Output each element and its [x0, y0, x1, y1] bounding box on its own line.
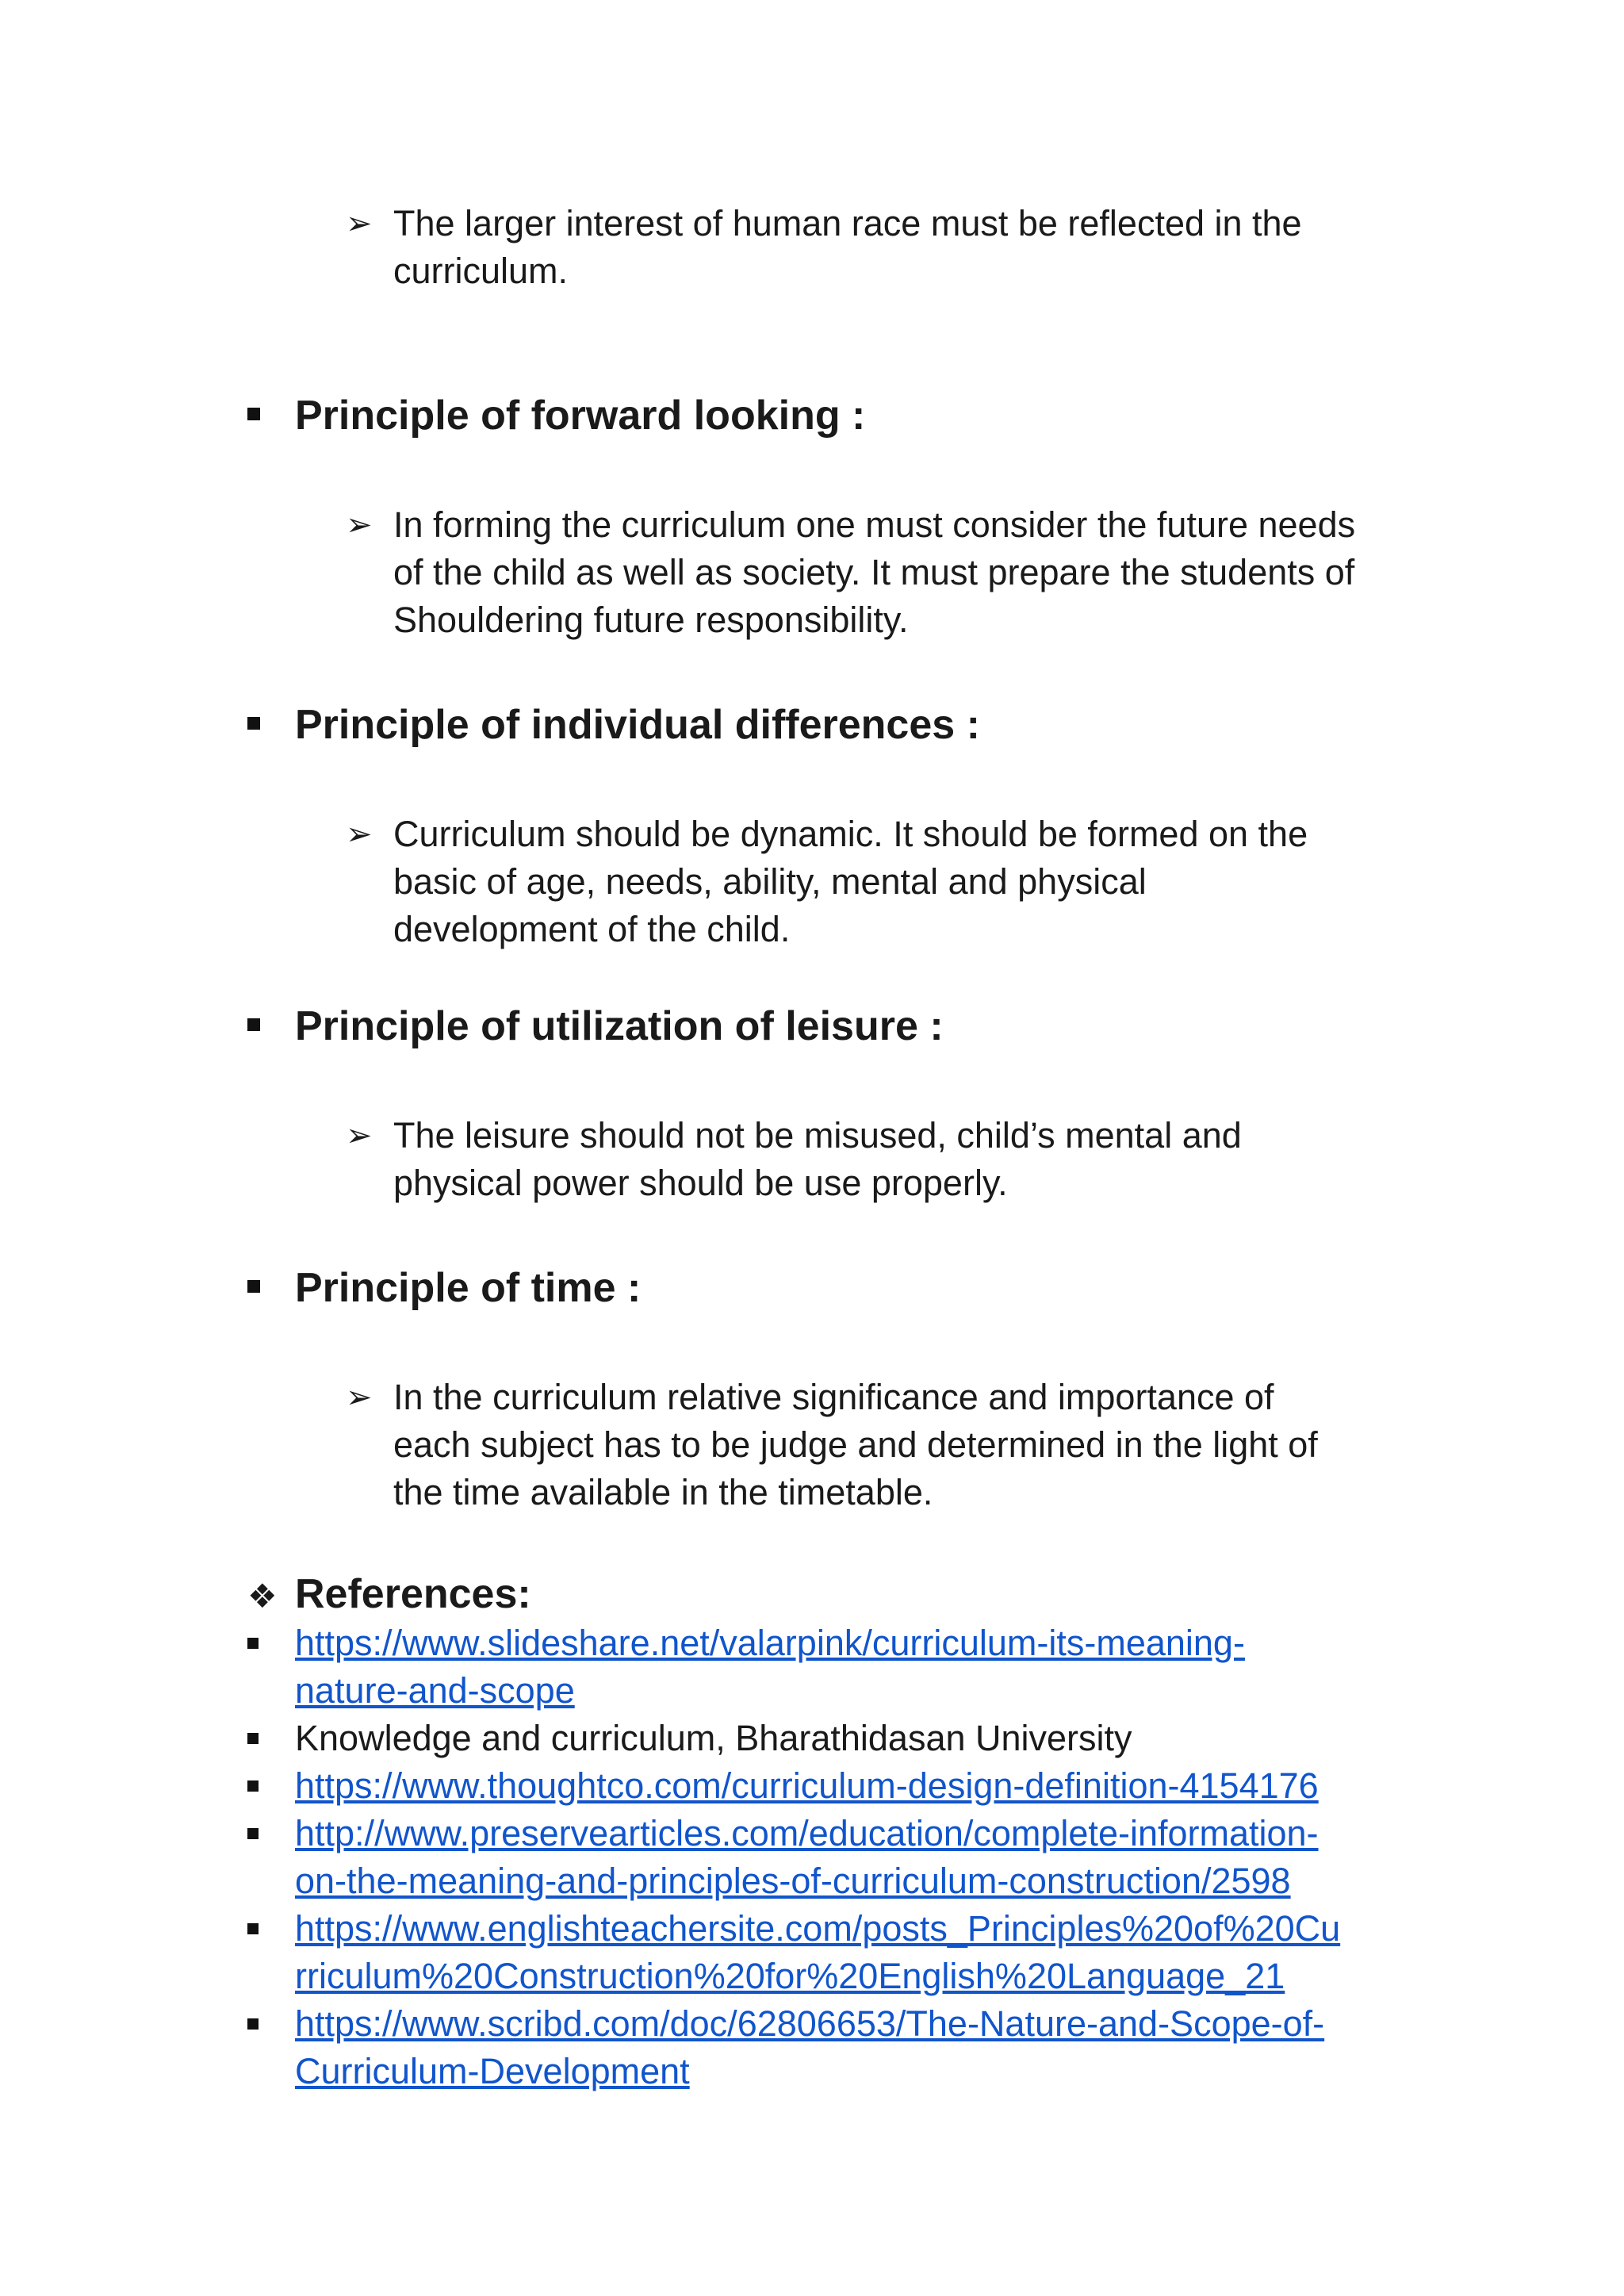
intro-bullet — [346, 200, 1456, 295]
square-bullet-icon — [247, 1780, 259, 1792]
intro-bullet-text: The larger interest of human race must be reflected in the curriculum. — [393, 203, 1302, 291]
section-bullet-utilization-of-leisure — [346, 1112, 1456, 1207]
section-bullet-individual-differences — [346, 811, 1456, 953]
arrow-bullet-icon: ➢ — [346, 816, 373, 853]
square-bullet-icon — [247, 408, 260, 420]
square-bullet-icon — [247, 1923, 259, 1934]
reference-item — [247, 1762, 1437, 1810]
section-heading-label: Principle of time : — [295, 1265, 642, 1311]
square-bullet-icon — [247, 2018, 259, 2030]
reference-item — [247, 1715, 1437, 1762]
section-heading-label: Principle of individual differences : — [295, 702, 980, 748]
section-bullet-text: The leisure should not be misused, child’s mental and physical power should be use properly. — [393, 1115, 1242, 1203]
reference-link-slideshare[interactable]: https://www.slideshare.net/valarpink/curriculum-its-meaning- nature-and-scope — [295, 1623, 1245, 1711]
section-bullet-text: In the curriculum relative significance and importance of each subject has to be judge and determined in the light of the time available in the timetable. — [393, 1377, 1318, 1512]
reference-item — [247, 1619, 1437, 1715]
section-heading-label: Principle of forward looking : — [295, 393, 866, 439]
section-heading-time — [247, 1263, 641, 1313]
reference-item — [247, 1810, 1437, 1905]
reference-link-preservearticles[interactable]: http://www.preservearticles.com/education/complete-information- on-the-meaning-and-principles-of-curriculum-construction/2598 — [295, 1813, 1319, 1901]
square-bullet-icon — [247, 1280, 260, 1293]
reference-link-thoughtco[interactable]: https://www.thoughtco.com/curriculum-design-definition-4154176 — [295, 1765, 1319, 1806]
arrow-bullet-icon: ➢ — [346, 1379, 373, 1416]
four-diamond-icon: ❖ — [247, 1577, 278, 1616]
reference-item — [247, 1905, 1437, 2000]
arrow-bullet-icon: ➢ — [346, 1117, 373, 1154]
arrow-bullet-icon: ➢ — [346, 205, 373, 242]
arrow-bullet-icon: ➢ — [346, 507, 373, 543]
square-bullet-icon — [247, 1018, 260, 1031]
square-bullet-icon — [247, 1733, 259, 1744]
section-heading-label: Principle of utilization of leisure : — [295, 1003, 944, 1049]
reference-link-englishteachersite[interactable]: https://www.englishteachersite.com/posts_Principles%20of%20Cu rriculum%20Construction%20for%20English%20Language_21 — [295, 1908, 1341, 1996]
section-heading-utilization-of-leisure — [247, 1001, 944, 1052]
square-bullet-icon — [247, 1638, 259, 1649]
section-bullet-text: Curriculum should be dynamic. It should be formed on the basic of age, needs, ability, mental and physical development of the child. — [393, 814, 1308, 949]
references-heading — [247, 1569, 531, 1622]
section-heading-individual-differences — [247, 700, 980, 750]
reference-item — [247, 2000, 1437, 2095]
section-heading-forward-looking — [247, 390, 865, 441]
references-title: References: — [295, 1571, 531, 1617]
section-bullet-forward-looking — [346, 501, 1456, 644]
references-list — [247, 1619, 1437, 2095]
square-bullet-icon — [247, 717, 260, 730]
section-bullet-text: In forming the curriculum one must consider the future needs of the child as well as society. It must prepare the students of Shouldering future responsibility. — [393, 504, 1356, 640]
section-bullet-time — [346, 1374, 1456, 1516]
square-bullet-icon — [247, 1828, 259, 1839]
reference-link-scribd[interactable]: https://www.scribd.com/doc/62806653/The-Nature-and-Scope-of- Curriculum-Development — [295, 2003, 1325, 2091]
reference-text-bharathidasan: Knowledge and curriculum, Bharathidasan University — [295, 1718, 1132, 1758]
